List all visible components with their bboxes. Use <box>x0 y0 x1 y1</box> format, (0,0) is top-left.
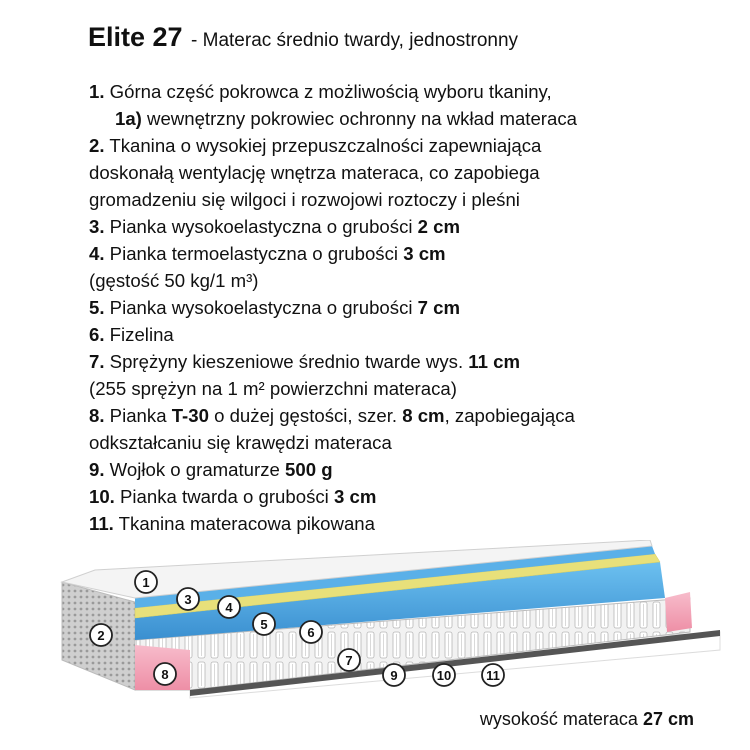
layer-text: Górna część pokrowca z możliwością wyboru tkaniny, <box>104 81 552 102</box>
layer-text: wewnętrzny pokrowiec ochronny na wkład materaca <box>141 108 577 129</box>
layer-item <box>89 240 729 267</box>
layer-text: o dużej gęstości, szer. <box>208 405 403 426</box>
callout-3 <box>177 588 199 610</box>
callout-number: 5 <box>260 617 268 632</box>
mattress-height-value: 27 cm <box>642 709 694 729</box>
mattress-height-label <box>480 709 694 730</box>
layer-value: 11 cm <box>468 351 520 372</box>
layer-number: 8. <box>89 405 105 426</box>
product-subtitle: - Materac średnio twardy, jednostronny <box>191 30 519 51</box>
layer-item <box>89 267 729 294</box>
layer-number: 11. <box>89 513 114 534</box>
mattress-height-text: wysokość materaca <box>479 709 643 729</box>
layer-value: 3 cm <box>333 486 377 507</box>
layer-item <box>89 132 729 159</box>
callout-11 <box>482 664 504 686</box>
callout-4 <box>218 596 240 618</box>
layer-item <box>89 348 729 375</box>
layer-value: 7 cm <box>417 297 461 318</box>
layer-item <box>89 159 729 186</box>
layer-number: 10. <box>89 486 115 507</box>
layer-text: (gęstość 50 kg/1 m³) <box>89 270 259 291</box>
layer-text: doskonałą wentylację wnętrza materaca, co zapobiega <box>89 162 540 183</box>
layer-number: 1. <box>89 81 105 102</box>
layer-text: gromadzeniu się wilgoci i rozwojowi roztoczy i pleśni <box>89 189 520 210</box>
layer-text: Sprężyny kieszeniowe średnio twarde wys. <box>104 351 469 372</box>
layer-number: 4. <box>89 243 105 264</box>
layer-text: , zapobiegająca <box>444 405 575 426</box>
layer-number: 2. <box>89 135 105 156</box>
layer-text: Wojłok o gramaturze <box>104 459 286 480</box>
layer-text: Tkanina o wysokiej przepuszczalności zapewniająca <box>104 135 542 156</box>
layer-item <box>89 294 729 321</box>
layer-item <box>89 105 729 132</box>
layer-item <box>89 456 729 483</box>
layer-item <box>89 483 729 510</box>
layer-item <box>89 186 729 213</box>
callout-2 <box>90 624 112 646</box>
layer-text: Pianka <box>104 405 172 426</box>
layer-text: Pianka twarda o grubości <box>114 486 334 507</box>
layer-value: 500 g <box>285 459 333 480</box>
callout-number: 1 <box>142 575 150 590</box>
layer-text: odkształcaniu się krawędzi materaca <box>89 432 392 453</box>
layer-text: Tkanina materacowa pikowana <box>113 513 375 534</box>
callout-1 <box>135 571 157 593</box>
layer-number: 7. <box>89 351 105 372</box>
layer-number: 5. <box>89 297 105 318</box>
callout-number: 3 <box>184 592 192 607</box>
layer-item <box>89 510 729 537</box>
callout-number: 7 <box>345 653 353 668</box>
layer-text: Pianka termoelastyczna o grubości <box>104 243 404 264</box>
callout-number: 8 <box>161 667 169 682</box>
product-name: Elite 27 <box>88 22 183 52</box>
layer-number: 3. <box>89 216 105 237</box>
layer-value: 3 cm <box>403 243 446 264</box>
layer-item <box>89 375 729 402</box>
layer-number: 9. <box>89 459 105 480</box>
callout-8 <box>154 663 176 685</box>
layer-number: 6. <box>89 324 105 345</box>
layer-text: (255 sprężyn na 1 m² powierzchni materaca) <box>89 378 457 399</box>
callout-number: 9 <box>390 668 398 683</box>
callout-5 <box>253 613 275 635</box>
callout-number: 10 <box>436 668 452 683</box>
callout-number: 2 <box>97 628 105 643</box>
layer-value: 2 cm <box>417 216 461 237</box>
mattress-cross-section-diagram <box>0 540 750 710</box>
layer-text: Pianka wysokoelastyczna o grubości <box>104 297 418 318</box>
layer-item <box>89 321 729 348</box>
layer-text: Fizelina <box>104 324 174 345</box>
layer-item <box>89 213 729 240</box>
layer-item <box>89 402 729 429</box>
callout-number: 11 <box>486 668 500 683</box>
layer-value: T-30 <box>171 405 209 426</box>
product-title-row <box>88 22 518 53</box>
layer-item <box>89 429 729 456</box>
callout-6 <box>300 621 322 643</box>
layer-number: 1a) <box>115 108 142 129</box>
layer-item <box>89 78 729 105</box>
edge-foam-right <box>665 592 692 632</box>
callout-9 <box>383 664 405 686</box>
layer-value: 8 cm <box>402 405 445 426</box>
callout-7 <box>338 649 360 671</box>
layer-description-list <box>89 78 729 537</box>
callout-number: 4 <box>225 600 233 615</box>
callout-10 <box>433 664 455 686</box>
callout-number: 6 <box>307 625 315 640</box>
layer-text: Pianka wysokoelastyczna o grubości <box>104 216 418 237</box>
